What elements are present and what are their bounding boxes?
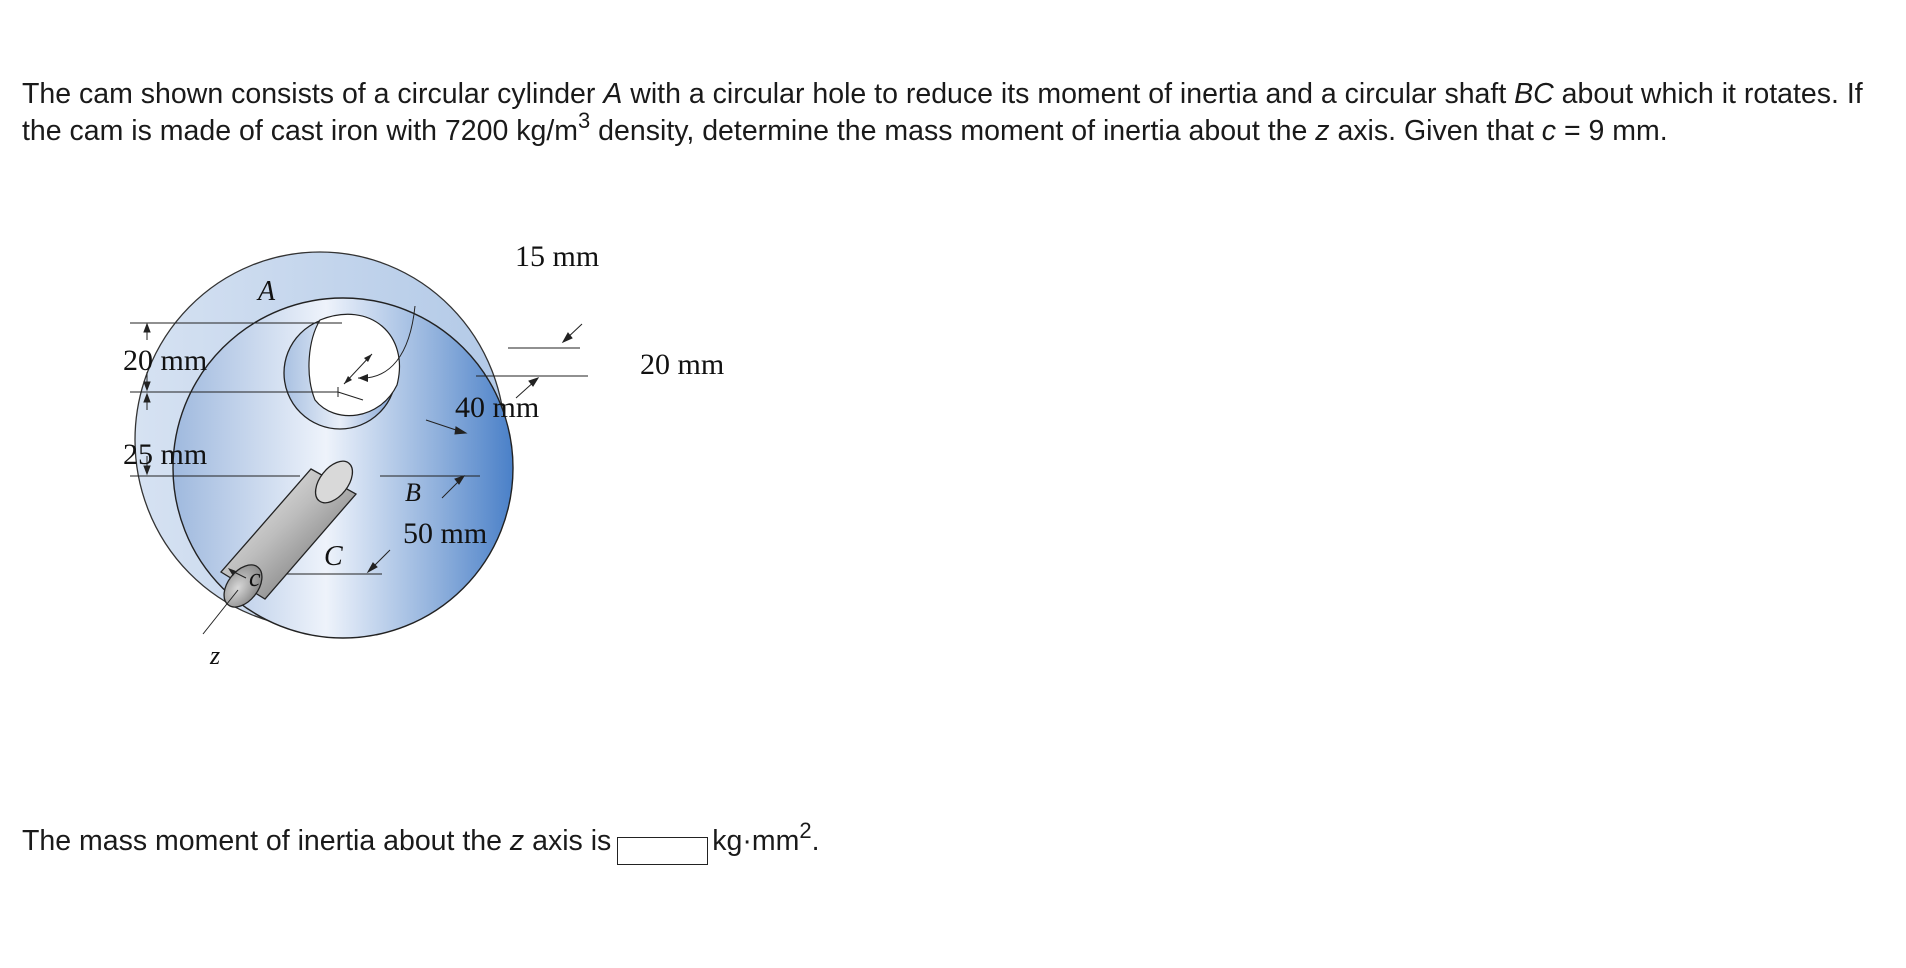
density-exponent: 3 <box>578 108 591 133</box>
dim-shaft: 50 mm <box>403 517 488 550</box>
answer-unit-exponent: 2 <box>799 818 812 843</box>
label-c-point: C <box>324 541 343 572</box>
dim-right: 20 mm <box>640 348 725 381</box>
dim-hole-radius: 15 mm <box>515 240 600 273</box>
answer-prefix: The mass moment of inertia about the <box>22 825 510 857</box>
problem-text-5: axis. Given that <box>1329 115 1542 147</box>
problem-text-2: with a circular hole to reduce its moment of inertia and a circular shaft <box>622 78 1515 110</box>
cam-figure <box>110 240 760 800</box>
answer-unit: kg·mm <box>712 825 800 857</box>
label-b: B <box>405 478 421 507</box>
dim-bottom-left: 25 mm <box>123 438 208 471</box>
variable-z: z <box>1315 115 1330 147</box>
variable-c: c <box>1541 115 1557 147</box>
cam-diagram <box>110 240 760 800</box>
answer-input[interactable] <box>617 837 708 865</box>
problem-text-3: about which it rotates. If the cam is made of cast iron with 7200 kg/m <box>22 78 1863 147</box>
dim-top-left: 20 mm <box>123 344 208 377</box>
dim-center: 40 mm <box>455 391 540 424</box>
variable-bc: BC <box>1514 78 1554 110</box>
variable-a: A <box>603 78 623 110</box>
label-c-dim: c <box>249 563 261 592</box>
problem-text-4: density, determine the mass moment of inertia about the <box>590 115 1316 147</box>
right-dimension-arrows <box>516 324 582 398</box>
problem-text-1: The cam shown consists of a circular cylinder <box>22 78 604 110</box>
label-a: A <box>258 276 276 307</box>
answer-line <box>22 818 820 865</box>
answer-variable-z: z <box>509 825 525 857</box>
answer-mid: axis is <box>524 825 612 857</box>
problem-text-6: = 9 mm. <box>1556 115 1668 147</box>
answer-suffix: . <box>811 825 820 857</box>
problem-statement <box>22 76 1902 150</box>
label-z: z <box>210 641 221 670</box>
